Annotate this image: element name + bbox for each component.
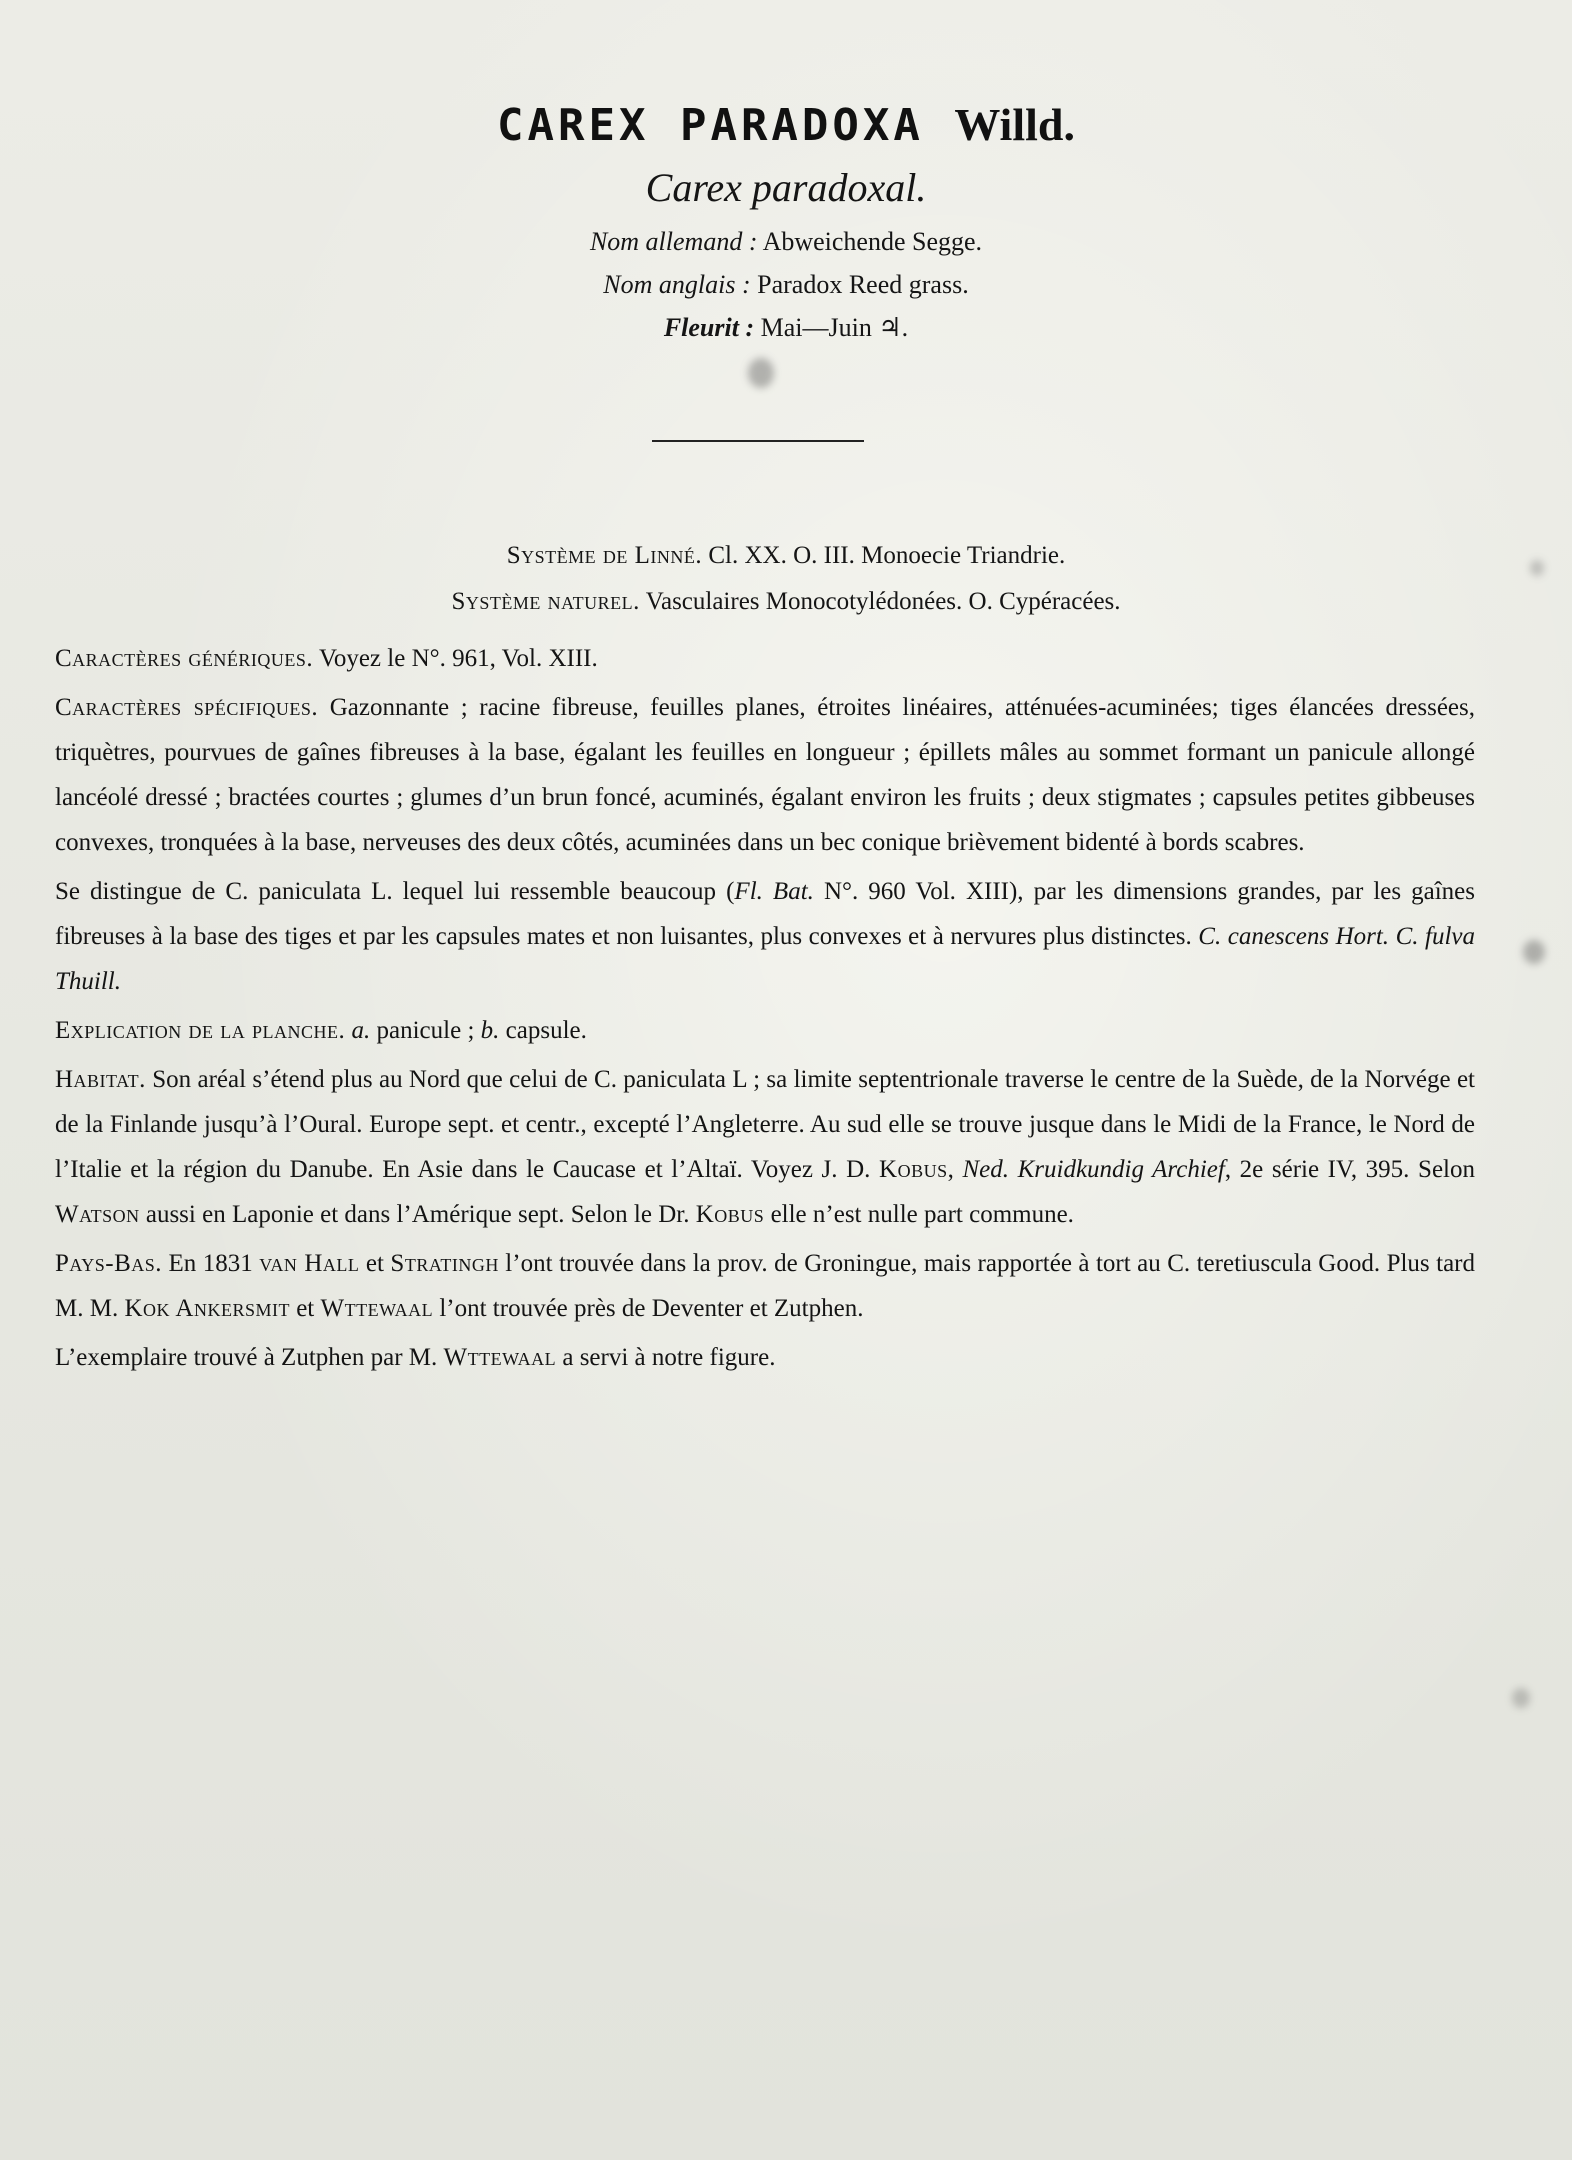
smudge-mark <box>1512 1688 1530 1708</box>
habitat-text-a: Son aréal s’étend plus au Nord que celui de C. paniculata L ; sa limite septentrionale traverse le centre de la Suède, de la Norvége et de la Finlande jusqu’à l’Oural. Europe sept. et centr., excepté l’Angleterre. Au sud elle se trouve jusque dans le Midi de la France, le Nord de l’Italie et la région du Danube. En Asie dans le Caucase et l’Altaï. Voyez J. D. <box>55 1066 1476 1183</box>
smudge-mark <box>1523 940 1545 964</box>
generic-characters-text: Voyez le N°. 961, Vol. XIII. <box>319 645 598 672</box>
flowering-line <box>0 313 1572 343</box>
specimen-author-wttewaal: Wttewaal <box>443 1344 557 1371</box>
plate-explanation-paragraph <box>55 1008 1475 1053</box>
specific-characters-paragraph <box>55 685 1475 865</box>
generic-characters-paragraph <box>55 636 1475 681</box>
netherlands-paragraph <box>55 1241 1475 1331</box>
habitat-paragraph <box>55 1057 1475 1237</box>
distinction-text-b: N°. 960 Vol. XIII), par les dimensions grandes, par les gaînes fibreuses à la base des tiges et par les capsules mates et non luisantes, plus convexes et à nervures plus distinctes. <box>55 878 1476 950</box>
netherlands-text-d: et <box>289 1295 321 1322</box>
linne-system-value: Cl. XX. O. III. Monoecie Triandrie. <box>708 542 1066 569</box>
german-name-value: Abweichende Segge. <box>762 227 983 256</box>
netherlands-text-c: l’ont trouvée dans la prov. de Groningue, mais rapportée à tort au C. teretiuscula Good. Plus tard M. M. <box>55 1250 1475 1322</box>
german-name-label: Nom allemand : <box>589 227 758 256</box>
habitat-comma: , <box>947 1156 963 1183</box>
english-name-label: Nom anglais : <box>603 270 751 299</box>
specific-characters-text: Gazonnante ; racine fibreuse, feuilles planes, étroites linéaires, atténuées-acuminées; tiges élancées dressées, triquètres, pourvues de gaînes fibreuses à la base, égalant les feuilles en longueur ; épillets mâles au sommet formant un panicule allongé lancéolé dressé ; bractées courtes ; glumes d’un brun foncé, acuminés, égalant environ les fruits ; deux stigmates ; capsules petites gibbeuses convexes, tronquées à la base, nerveuses des deux côtés, acuminées dans un bec conique brièvement bidenté à bords scabres. <box>55 694 1476 856</box>
netherlands-text-e: l’ont trouvée près de Deventer et Zutphen. <box>433 1295 864 1322</box>
specific-characters-label: Caractères spécifiques. <box>55 694 319 721</box>
section-divider <box>652 440 864 442</box>
flowering-value: Mai—Juin ♃. <box>760 313 909 342</box>
smudge-mark <box>748 358 774 388</box>
species-title <box>0 98 1572 151</box>
netherlands-label: Pays-Bas. <box>55 1250 163 1277</box>
habitat-archive-title: Ned. Kruidkundig Archief <box>962 1156 1225 1183</box>
habitat-author-kobus-2: Kobus <box>695 1201 765 1228</box>
species-name: CAREX PARADOXA <box>497 100 924 151</box>
plate-text-a: panicule ; <box>370 1017 481 1044</box>
english-name-line <box>0 270 1572 300</box>
plate-text-b: capsule. <box>499 1017 587 1044</box>
german-name-line <box>0 227 1572 257</box>
author-stratingh: Stratingh <box>390 1250 499 1277</box>
habitat-text-d: elle n’est nulle part commune. <box>764 1201 1074 1228</box>
generic-characters-label: Caractères génériques. <box>55 645 314 672</box>
english-name-value: Paradox Reed grass. <box>757 270 969 299</box>
distinction-paragraph <box>55 869 1475 1004</box>
author-wttewaal: Wttewaal <box>320 1295 434 1322</box>
specimen-paragraph <box>55 1335 1475 1380</box>
netherlands-text-b: et <box>359 1250 391 1277</box>
synonyms-text: C. canescens Hort. C. fulva Thuill. <box>55 923 1475 995</box>
description-body <box>55 636 1475 1384</box>
habitat-text-c: aussi en Laponie et dans l’Amérique sept. Selon le Dr. <box>139 1201 696 1228</box>
plate-letter-a: a. <box>351 1017 371 1044</box>
linne-system-line <box>0 542 1572 570</box>
habitat-label: Habitat. <box>55 1066 146 1093</box>
habitat-author-watson: Watson <box>55 1201 140 1228</box>
plate-letter-b: b. <box>480 1017 500 1044</box>
natural-system-value: Vasculaires Monocotylédonées. O. Cypéracées. <box>645 588 1121 615</box>
habitat-author-kobus: Kobus <box>879 1156 948 1183</box>
netherlands-text-a: En 1831 <box>168 1250 260 1277</box>
flora-reference: Fl. Bat. <box>734 878 814 905</box>
species-author: Willd. <box>954 99 1075 150</box>
natural-system-label: Système naturel. <box>451 588 640 615</box>
plate-explanation-label: Explication de la planche. <box>55 1017 346 1044</box>
natural-system-line <box>0 588 1572 616</box>
author-kok-ankersmit: Kok Ankersmit <box>124 1295 290 1322</box>
linne-system-label: Système de Linné. <box>506 542 703 569</box>
habitat-text-b: , 2e série IV, 395. Selon <box>1224 1156 1475 1183</box>
author-van-hall: van Hall <box>259 1250 360 1277</box>
distinction-text-a: Se distingue de C. paniculata L. lequel lui ressemble beaucoup ( <box>55 878 735 905</box>
specimen-text-a: L’exemplaire trouvé à Zutphen par M. <box>55 1344 444 1371</box>
species-french-name: Carex paradoxal. <box>645 165 927 210</box>
specimen-text-b: a servi à notre figure. <box>556 1344 776 1371</box>
flowering-label: Fleurit : <box>663 313 755 342</box>
